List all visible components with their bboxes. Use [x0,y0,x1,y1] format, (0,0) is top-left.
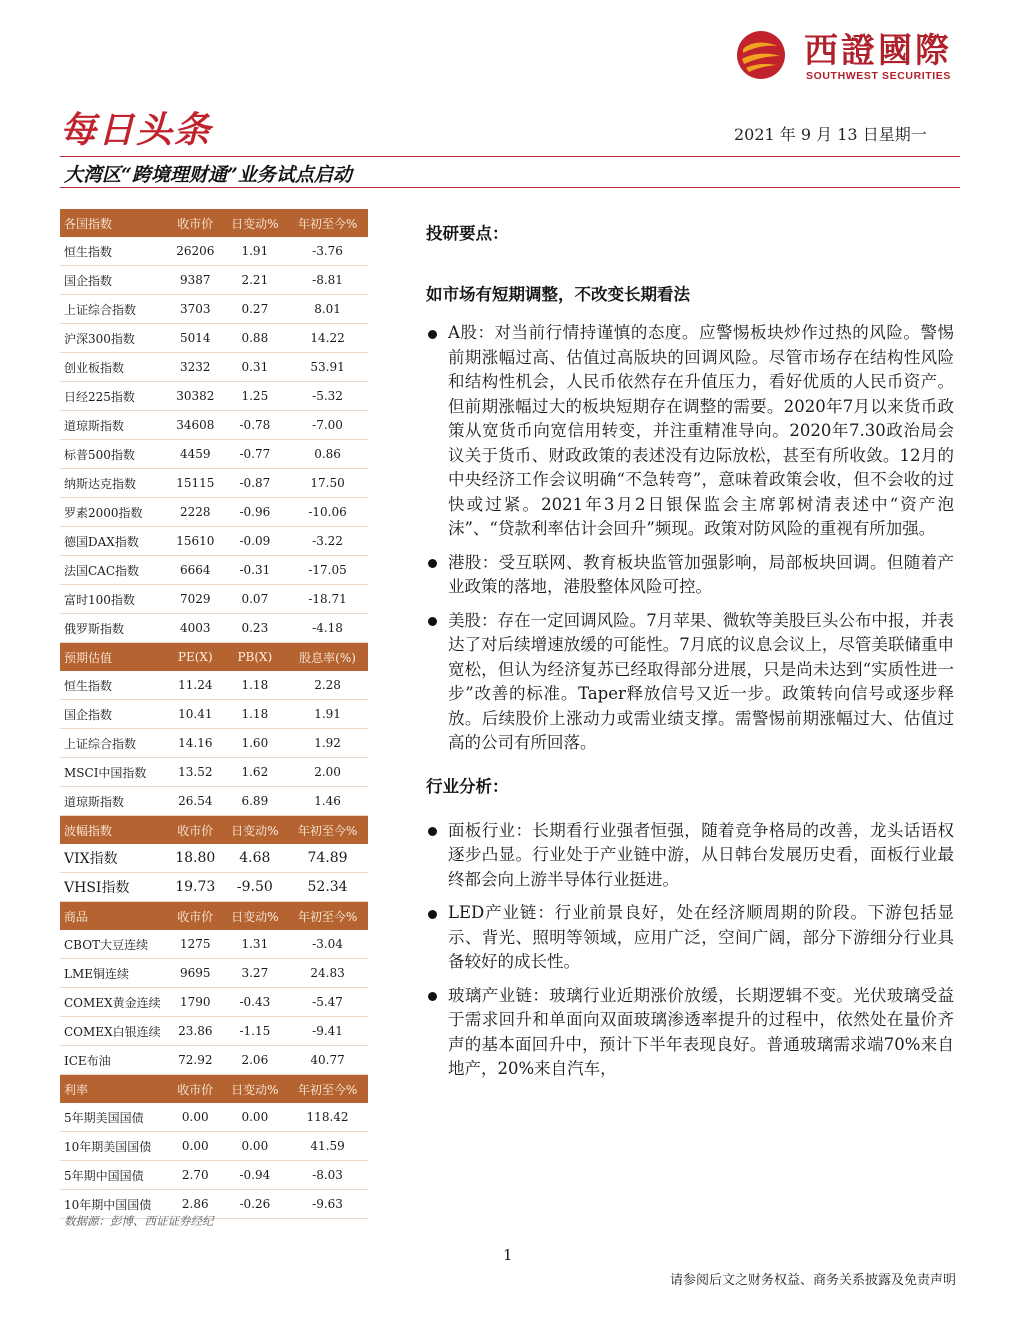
table-row [60,614,368,643]
table-cell: 10.41 [168,700,223,729]
table-cell: -5.47 [287,988,368,1017]
table-cell: 14.16 [168,729,223,758]
table-cell: 2.86 [168,1190,223,1219]
table-row-label: 国企指数 [60,700,168,729]
bullet-dot-icon [428,559,437,568]
table-cell: 18.80 [168,844,223,873]
table-header-cell: 利率 [60,1075,168,1104]
table-row-label: 5年期中国国债 [60,1161,168,1190]
table-section-header [60,209,368,237]
table-header-cell: 波幅指数 [60,816,168,845]
header-divider-bottom [60,187,960,188]
table-row [60,671,368,700]
table-cell: 4459 [168,440,223,469]
table-cell: 41.59 [287,1132,368,1161]
table-header-cell: 收市价 [168,816,223,845]
industry-points [426,819,954,1082]
table-row-label: 5年期美国国债 [60,1103,168,1132]
table-cell: 0.88 [223,324,288,353]
table-cell: 2.70 [168,1161,223,1190]
table-row [60,700,368,729]
table-cell: 9387 [168,266,223,295]
table-cell: 2.21 [223,266,288,295]
table-cell: 4003 [168,614,223,643]
table-cell: 34608 [168,411,223,440]
table-header-cell: 年初至今% [287,816,368,845]
table-cell: 3232 [168,353,223,382]
table-section-header [60,816,368,845]
report-date: 2021 年 9 月 13 日星期一 [734,125,927,144]
logo-english-text: SOUTHWEST SECURITIES [806,70,952,82]
table-row-label: 沪深300指数 [60,324,168,353]
table-header-cell: 收市价 [168,209,223,237]
table-cell: -3.04 [287,930,368,959]
table-row [60,353,368,382]
table-cell: 72.92 [168,1046,223,1075]
table-row-label: 10年期美国国债 [60,1132,168,1161]
bullet-dot-icon [428,992,437,1001]
table-cell: 8.01 [287,295,368,324]
table-cell: 26206 [168,237,223,266]
company-logo-icon [736,30,786,80]
table-cell: -4.18 [287,614,368,643]
header-divider-top [60,156,960,157]
table-row-label: 创业板指数 [60,353,168,382]
table-cell: 9695 [168,959,223,988]
table-header-cell: 年初至今% [287,209,368,237]
table-cell: -7.00 [287,411,368,440]
table-header-cell: PB(X) [223,643,288,672]
headline: 大湾区“跨境理财通”业务试点启动 [64,164,352,186]
table-cell: -0.31 [223,556,288,585]
table-row-label: 俄罗斯指数 [60,614,168,643]
table-header-cell: 日变动% [223,816,288,845]
table-cell: 24.83 [287,959,368,988]
table-cell: 17.50 [287,469,368,498]
research-subtitle: 如市场有短期调整，不改变长期看法 [426,285,690,304]
table-row-label: CBOT大豆连续 [60,930,168,959]
table-cell: 2.00 [287,758,368,787]
bullet-text: 港股：受互联网、教育板块监管加强影响，局部板块回调。但随着产业政策的落地，港股整体风险可控。 [448,552,954,596]
table-cell: 118.42 [287,1103,368,1132]
table-cell: 0.00 [223,1132,288,1161]
table-row [60,324,368,353]
table-header-cell: PE(X) [168,643,223,672]
table-cell: -17.05 [287,556,368,585]
table-cell: 0.31 [223,353,288,382]
table-header-cell: 年初至今% [287,902,368,931]
table-cell: -3.22 [287,527,368,556]
table-cell: 5014 [168,324,223,353]
table-header-cell: 收市价 [168,902,223,931]
table-row [60,266,368,295]
table-row [60,382,368,411]
table-row-label: 日经225指数 [60,382,168,411]
table-cell: 30382 [168,382,223,411]
table-cell: 6664 [168,556,223,585]
table-cell: 15610 [168,527,223,556]
table-cell: -5.32 [287,382,368,411]
table-cell: -8.03 [287,1161,368,1190]
table-row-label: 纳斯达克指数 [60,469,168,498]
table-cell: 1275 [168,930,223,959]
table-row [60,469,368,498]
table-row-label: 上证综合指数 [60,295,168,324]
table-cell: -8.81 [287,266,368,295]
table-cell: -9.41 [287,1017,368,1046]
table-cell: -9.63 [287,1190,368,1219]
table-row [60,758,368,787]
table-row [60,498,368,527]
table-cell: 1.18 [223,671,288,700]
table-row-label: VHSI指数 [60,873,168,902]
table-header-cell: 商品 [60,902,168,931]
bullet-text: 美股：存在一定回调风险。7月苹果、微软等美股巨头公布中报，并表达了对后续增速放缓的可能性。7月底的议息会议上，尽管美联储重申宽松，但认为经济复苏已经取得部分进展，只是尚未达到“实质性进一步”改善的标准。Taper释放信号又近一步。政策转向信号或逐步释放。后续股价上涨动力或需业绩支撑。需警惕前期涨幅过大、估值过高的公司有所回落。 [448,610,954,752]
table-cell: 13.52 [168,758,223,787]
table-row [60,930,368,959]
table-cell: 4.68 [223,844,288,873]
table-cell: 0.86 [287,440,368,469]
table-header-cell: 预期估值 [60,643,168,672]
table-cell: -0.87 [223,469,288,498]
table-row [60,844,368,873]
bullet-dot-icon [428,910,437,919]
page-number: 1 [503,1246,513,1264]
table-cell: 1.91 [223,237,288,266]
table-row-label: MSCI中国指数 [60,758,168,787]
table-row-label: 恒生指数 [60,237,168,266]
table-row [60,440,368,469]
table-cell: 1.25 [223,382,288,411]
market-data-table [60,209,368,1219]
table-cell: 19.73 [168,873,223,902]
table-cell: 2228 [168,498,223,527]
table-row-label: 道琼斯指数 [60,411,168,440]
table-cell: -3.76 [287,237,368,266]
table-cell: 6.89 [223,787,288,816]
table-cell: -0.26 [223,1190,288,1219]
disclaimer-note: 请参阅后文之财务权益、商务关系披露及免责声明 [669,1273,956,1288]
table-row-label: 富时100指数 [60,585,168,614]
table-cell: -0.78 [223,411,288,440]
table-section-header [60,1075,368,1104]
bullet-item [426,551,954,600]
table-row-label: 罗素2000指数 [60,498,168,527]
research-points [426,321,954,756]
table-cell: 3703 [168,295,223,324]
table-header-cell: 日变动% [223,209,288,237]
table-cell: 53.91 [287,353,368,382]
table-cell: -0.96 [223,498,288,527]
table-cell: -0.43 [223,988,288,1017]
bullet-dot-icon [428,827,437,836]
table-cell: 23.86 [168,1017,223,1046]
table-cell: -10.06 [287,498,368,527]
bullet-text: A股：对当前行情持谨慎的态度。应警惕板块炒作过热的风险。警惕前期涨幅过高、估值过高版块的回调风险。尽管市场存在结构性风险和结构性机会，人民币依然存在升值压力，看好优质的人民币资产。但前期涨幅过大的板块短期存在调整的需要。2020年7月以来货币政策从宽货币向宽信用转变，并注重精准导向。2020年7.30政治局会议关于货币、财政政策的表述没有边际放松，甚至有所收敛。12月的中央经济工作会议明确“不急转弯”，意味着政策会收，但不会收的过快或过紧。2021年3月2日银保监会主席郭树清表述中“资产泡沫”、“贷款利率估计会回升”频现。政策对防风险的重视有所加强。 [448,323,954,538]
table-cell: 52.34 [287,873,368,902]
table-row [60,556,368,585]
table-cell: -1.15 [223,1017,288,1046]
table-row [60,1017,368,1046]
table-cell: 1.91 [287,700,368,729]
table-row-label: 10年期中国国债 [60,1190,168,1219]
bullet-text: 玻璃产业链：玻璃行业近期涨价放缓，长期逻辑不变。光伏玻璃受益于需求回升和单面向双面玻璃渗透率提升的过程中，依然处在量价齐声的基本面回升中，预计下半年表现良好。普通玻璃需求端70%来自地产，20%来自汽车， [448,985,954,1078]
table-row-label: VIX指数 [60,844,168,873]
table-cell: 3.27 [223,959,288,988]
table-header-cell: 年初至今% [287,1075,368,1104]
table-header-cell: 日变动% [223,902,288,931]
table-cell: -18.71 [287,585,368,614]
table-row-label: 恒生指数 [60,671,168,700]
table-cell: 11.24 [168,671,223,700]
masthead-title: 每日头条 [60,109,213,151]
table-row-label: 道琼斯指数 [60,787,168,816]
table-row-label: 国企指数 [60,266,168,295]
bullet-dot-icon [428,330,437,339]
table-row [60,1132,368,1161]
table-cell: 14.22 [287,324,368,353]
bullet-text: 面板行业：长期看行业强者恒强，随着竞争格局的改善，龙头话语权逐步凸显。行业处于产业链中游，从日韩台发展历史看，面板行业最终都会向上游半导体行业挺进。 [448,820,954,889]
table-header-cell: 各国指数 [60,209,168,237]
bullet-dot-icon [428,617,437,626]
bullet-item [426,901,954,975]
table-row [60,237,368,266]
logo-chinese-text: 西證國際 [804,31,952,71]
table-cell: -0.09 [223,527,288,556]
table-cell: 1790 [168,988,223,1017]
table-row [60,959,368,988]
table-header-cell: 日变动% [223,1075,288,1104]
table-cell: 1.62 [223,758,288,787]
research-column [426,220,954,1091]
research-title: 投研要点： [426,224,509,243]
table-row [60,295,368,324]
table-row [60,1103,368,1132]
table-cell: 40.77 [287,1046,368,1075]
table-cell: 0.27 [223,295,288,324]
bullet-item [426,984,954,1082]
table-row [60,873,368,902]
table-row [60,527,368,556]
bullet-item [426,819,954,893]
table-cell: 1.18 [223,700,288,729]
table-header-cell: 股息率(%) [287,643,368,672]
table-cell: 1.46 [287,787,368,816]
table-row-label: COMEX黄金连续 [60,988,168,1017]
table-cell: 7029 [168,585,223,614]
table-cell: -0.94 [223,1161,288,1190]
data-source-note: 数据源：彭博、西证证券经纪 [64,1214,214,1228]
table-row [60,729,368,758]
table-row [60,1161,368,1190]
table-row-label: COMEX白银连续 [60,1017,168,1046]
table-cell: 0.23 [223,614,288,643]
table-header-cell: 收市价 [168,1075,223,1104]
table-cell: 0.07 [223,585,288,614]
table-cell: 1.31 [223,930,288,959]
table-cell: -9.50 [223,873,288,902]
table-row-label: 标普500指数 [60,440,168,469]
table-cell: 0.00 [168,1103,223,1132]
industry-title: 行业分析： [426,776,509,796]
table-section-header [60,902,368,931]
bullet-item [426,321,954,542]
table-cell: 2.06 [223,1046,288,1075]
bullet-text: LED产业链：行业前景良好，处在经济顺周期的阶段。下游包括显示、背光、照明等领域，应用广泛，空间广阔，部分下游细分行业具备较好的成长性。 [448,903,954,971]
table-row-label: 德国DAX指数 [60,527,168,556]
table-row-label: 法国CAC指数 [60,556,168,585]
bullet-item [426,609,954,756]
table-cell: 74.89 [287,844,368,873]
company-logo [736,30,966,82]
table-cell: 0.00 [223,1103,288,1132]
table-row [60,585,368,614]
table-cell: 15115 [168,469,223,498]
table-row-label: LME铜连续 [60,959,168,988]
table-cell: -0.77 [223,440,288,469]
table-row-label: ICE布油 [60,1046,168,1075]
table-row [60,787,368,816]
table-cell: 0.00 [168,1132,223,1161]
table-section-header [60,643,368,672]
table-cell: 1.60 [223,729,288,758]
table-row [60,988,368,1017]
table-row [60,1046,368,1075]
table-row [60,411,368,440]
table-cell: 26.54 [168,787,223,816]
table-row-label: 上证综合指数 [60,729,168,758]
table-cell: 1.92 [287,729,368,758]
table-cell: 2.28 [287,671,368,700]
